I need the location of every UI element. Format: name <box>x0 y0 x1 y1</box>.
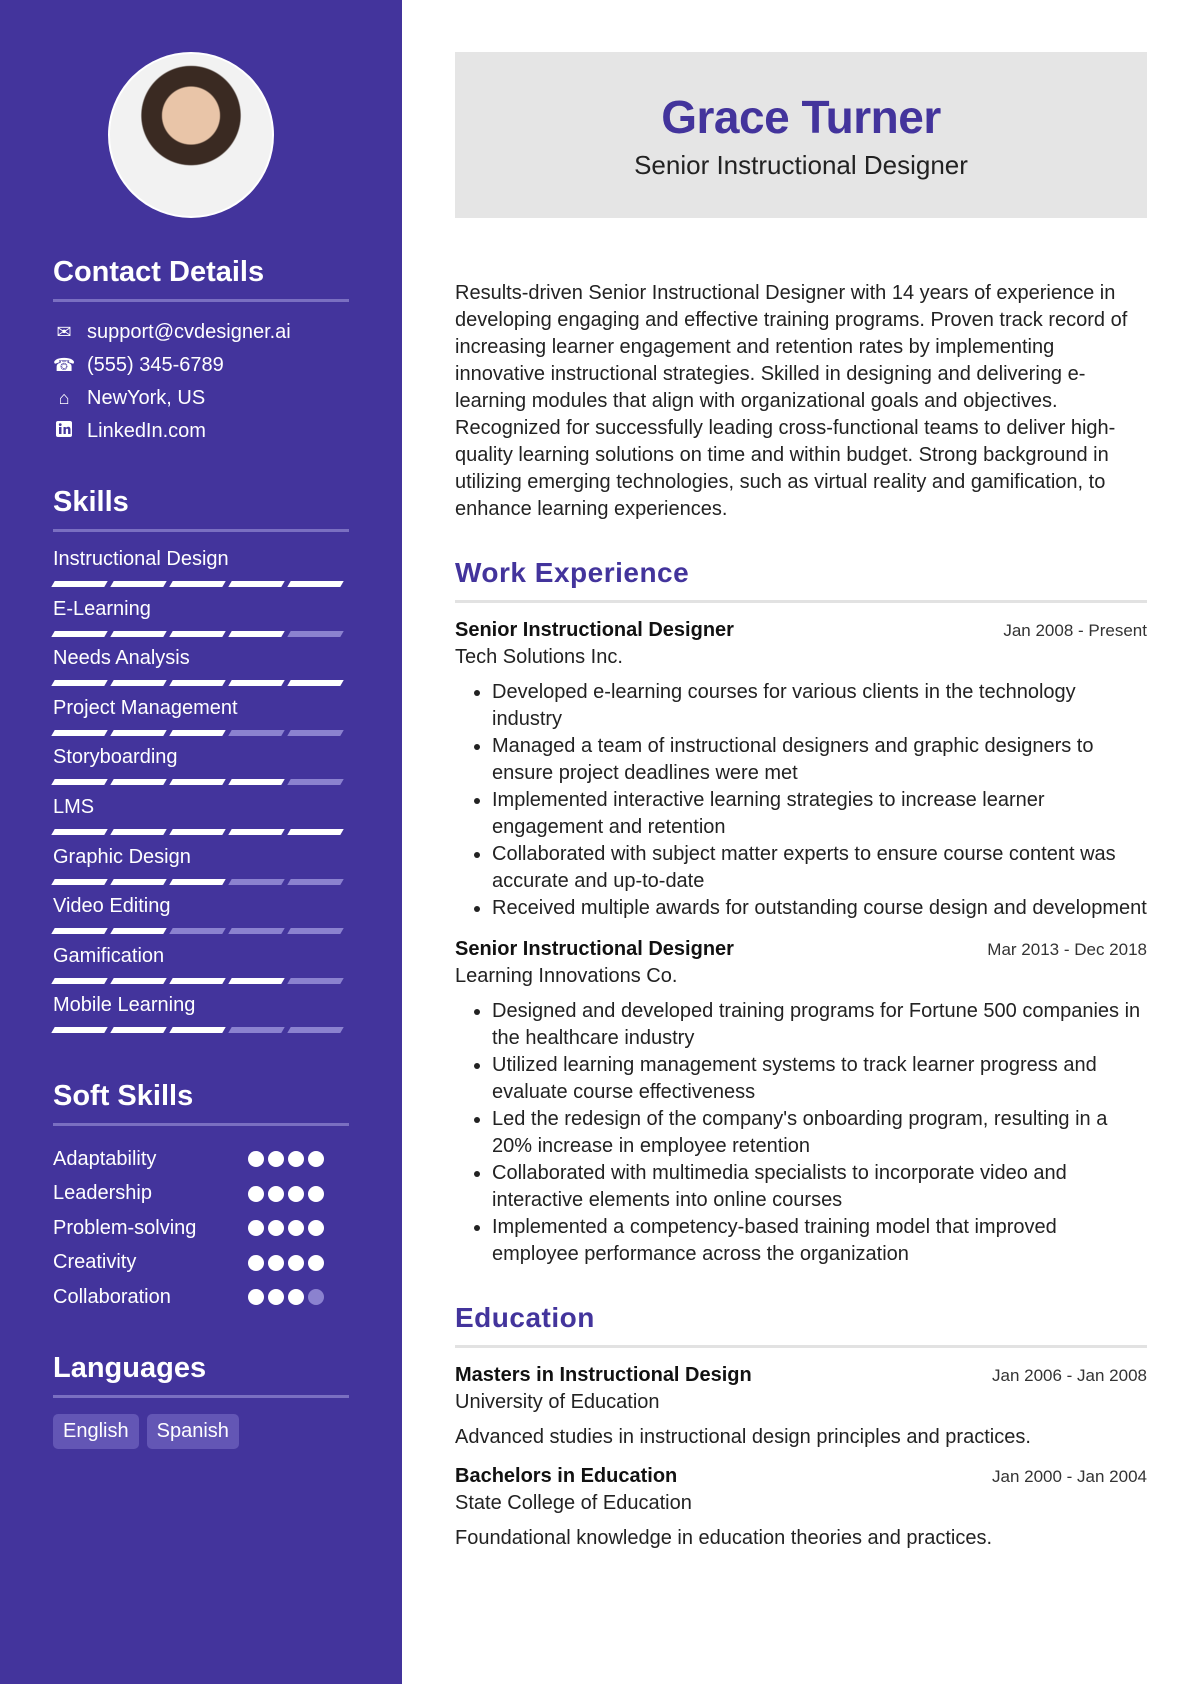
job-org: Tech Solutions Inc. <box>455 646 623 668</box>
job-dates: Jan 2008 - Present <box>1003 621 1147 640</box>
skill-level-segment <box>169 928 225 934</box>
skill-name: Graphic Design <box>53 845 191 868</box>
skill-item <box>53 992 349 1042</box>
avatar <box>108 52 274 218</box>
skill-item <box>53 596 349 646</box>
soft-skills-heading: Soft Skills <box>53 1042 349 1126</box>
skill-level-segment <box>287 730 343 736</box>
rating-dot <box>248 1220 264 1236</box>
rating-dot <box>308 1220 324 1236</box>
rating-dot <box>288 1255 304 1271</box>
skill-level-segment <box>51 879 107 885</box>
rating-dot <box>268 1151 284 1167</box>
skill-name: Gamification <box>53 944 165 967</box>
language-badge: English <box>53 1414 139 1449</box>
rating-dot <box>308 1289 324 1305</box>
skill-name: Needs Analysis <box>53 647 190 670</box>
skill-level-segment <box>169 581 225 587</box>
rating-dot <box>288 1186 304 1202</box>
rating-dot <box>248 1151 264 1167</box>
soft-skill-name: Leadership <box>53 1182 152 1205</box>
soft-skill-item <box>53 1280 349 1315</box>
job-dates: Mar 2013 - Dec 2018 <box>987 940 1147 959</box>
skill-level-segment <box>51 978 107 984</box>
rating-dot <box>288 1289 304 1305</box>
skill-level-segment <box>287 631 343 637</box>
skills-list <box>53 546 349 1042</box>
rating-dot <box>308 1151 324 1167</box>
skill-level-segment <box>169 1027 225 1033</box>
contact-list <box>53 316 349 448</box>
list-item: • Received multiple awards for outstanding course design and development <box>492 895 1147 922</box>
list-item: • Implemented a competency-based training model that improved employee performance across the organization <box>492 1214 1147 1268</box>
soft-skill-item <box>53 1245 349 1280</box>
education-dates: Jan 2006 - Jan 2008 <box>991 1366 1147 1385</box>
languages-list <box>53 1414 349 1449</box>
soft-skill-rating <box>248 1220 324 1236</box>
skill-level-segment <box>110 928 166 934</box>
rating-dot <box>268 1289 284 1305</box>
school: State College of Education <box>455 1492 692 1514</box>
skill-level-segment <box>110 829 166 835</box>
rating-dot <box>248 1289 264 1305</box>
soft-skill-item <box>53 1142 349 1177</box>
education-description: Advanced studies in instructional design principles and practices. <box>455 1426 1031 1448</box>
contact-phone[interactable] <box>53 349 349 382</box>
skill-item <box>53 546 349 596</box>
skill-level-segment <box>51 779 107 785</box>
skill-level-segment <box>169 978 225 984</box>
job-entry <box>455 938 1147 1268</box>
education-entry <box>455 1364 1147 1449</box>
candidate-name: Grace Turner <box>661 90 941 143</box>
main-content <box>402 0 1200 1684</box>
language-badge: Spanish <box>147 1414 239 1449</box>
skill-level-bar <box>53 779 349 785</box>
contact-linkedin[interactable] <box>53 415 349 448</box>
rating-dot <box>268 1186 284 1202</box>
soft-skill-item <box>53 1211 349 1246</box>
skill-level-segment <box>287 879 343 885</box>
experience-heading: Work Experience <box>455 557 1147 603</box>
skill-level-segment <box>169 779 225 785</box>
skill-level-segment <box>169 829 225 835</box>
skill-level-segment <box>110 581 166 587</box>
education-description: Foundational knowledge in education theories and practices. <box>455 1527 993 1549</box>
skill-level-segment <box>110 1027 166 1033</box>
education-entry <box>455 1465 1147 1550</box>
skill-level-segment <box>287 829 343 835</box>
skill-name: E-Learning <box>53 597 151 620</box>
skill-level-segment <box>51 928 107 934</box>
languages-heading: Languages <box>53 1314 349 1398</box>
contact-location-text: NewYork, US <box>87 387 206 409</box>
list-item: • Utilized learning management systems to track learner progress and evaluate course effectiveness <box>492 1052 1147 1106</box>
skill-level-segment <box>228 581 284 587</box>
candidate-title: Senior Instructional Designer <box>634 149 968 180</box>
rating-dot <box>268 1255 284 1271</box>
skill-level-segment <box>228 680 284 686</box>
contact-phone-text: (555) 345-6789 <box>87 354 224 376</box>
skill-item <box>53 695 349 745</box>
soft-skill-rating <box>248 1255 324 1271</box>
skill-level-segment <box>228 631 284 637</box>
skill-name: Video Editing <box>53 895 171 918</box>
skill-level-segment <box>287 779 343 785</box>
list-item: • Led the redesign of the company's onboarding program, resulting in a 20% increase in employee retention <box>492 1106 1147 1160</box>
rating-dot <box>288 1220 304 1236</box>
skills-heading: Skills <box>53 448 349 532</box>
soft-skill-item <box>53 1176 349 1211</box>
rating-dot <box>248 1255 264 1271</box>
skill-level-segment <box>228 879 284 885</box>
degree: Bachelors in Education <box>455 1465 678 1487</box>
envelope-icon: ✉ <box>56 322 72 342</box>
rating-dot <box>288 1151 304 1167</box>
contact-location <box>53 382 349 415</box>
linkedin-icon <box>53 420 75 443</box>
skill-name: Project Management <box>53 696 238 719</box>
education-dates: Jan 2000 - Jan 2004 <box>991 1467 1147 1486</box>
skill-level-segment <box>110 779 166 785</box>
soft-skill-name: Adaptability <box>53 1147 157 1170</box>
skill-item <box>53 794 349 844</box>
contact-heading: Contact Details <box>53 218 349 302</box>
skill-level-segment <box>228 829 284 835</box>
skill-level-segment <box>110 680 166 686</box>
skill-level-segment <box>287 928 343 934</box>
soft-skills-list <box>53 1142 349 1315</box>
rating-dot <box>308 1186 324 1202</box>
skill-level-bar <box>53 879 349 885</box>
rating-dot <box>248 1186 264 1202</box>
contact-linkedin-text: LinkedIn.com <box>87 420 206 442</box>
soft-skill-name: Creativity <box>53 1251 137 1274</box>
soft-skill-rating <box>248 1289 324 1305</box>
degree: Masters in Instructional Design <box>455 1364 752 1386</box>
skill-name: LMS <box>53 795 95 818</box>
sidebar <box>0 0 402 1684</box>
rating-dot <box>308 1255 324 1271</box>
skill-level-bar <box>53 680 349 686</box>
list-item: • Implemented interactive learning strategies to increase learner engagement and retention <box>492 787 1147 841</box>
skill-level-bar <box>53 581 349 587</box>
skill-level-segment <box>169 631 225 637</box>
skill-level-segment <box>287 1027 343 1033</box>
contact-email-text: support@cvdesigner.ai <box>87 321 291 343</box>
skill-level-segment <box>228 779 284 785</box>
skill-name: Mobile Learning <box>53 994 196 1017</box>
skill-level-segment <box>287 680 343 686</box>
skill-level-segment <box>51 730 107 736</box>
soft-skill-rating <box>248 1151 324 1167</box>
skill-level-segment <box>169 680 225 686</box>
job-role: Senior Instructional Designer <box>455 619 734 641</box>
job-entry <box>455 619 1147 922</box>
job-bullets <box>455 679 1147 922</box>
soft-skill-name: Problem-solving <box>53 1216 197 1239</box>
skill-item <box>53 943 349 993</box>
contact-email[interactable] <box>53 316 349 349</box>
skill-level-segment <box>228 730 284 736</box>
skill-item <box>53 844 349 894</box>
education-heading: Education <box>455 1302 1147 1348</box>
list-item: • Managed a team of instructional designers and graphic designers to ensure project deadlines were met <box>492 733 1147 787</box>
skill-name: Instructional Design <box>53 548 229 570</box>
list-item: • Collaborated with multimedia specialists to incorporate video and interactive elements into online courses <box>492 1160 1147 1214</box>
phone-icon: ☎ <box>53 355 76 375</box>
job-org: Learning Innovations Co. <box>455 965 678 987</box>
skill-item <box>53 645 349 695</box>
skill-level-segment <box>169 730 225 736</box>
list-item: • Designed and developed training programs for Fortune 500 companies in the healthcare industry <box>492 998 1147 1052</box>
skill-level-bar <box>53 928 349 934</box>
soft-skill-name: Collaboration <box>53 1285 171 1308</box>
soft-skill-rating <box>248 1186 324 1202</box>
header <box>455 52 1147 218</box>
job-role: Senior Instructional Designer <box>455 938 734 960</box>
summary: Results-driven Senior Instructional Designer with 14 years of experience in developing engaging and effective training programs. Proven track record of increasing learner engagement and retention rates by implementing innovative instructional strategies. Skilled in designing and delivering e-learning modules that align with organizational goals and objectives. Recognized for successfully leading cross-functional teams to deliver high-quality learning solutions on time and within budget. Strong background in utilizing emerging technologies, such as virtual reality and gamification, to enhance learning experiences. <box>455 282 1128 520</box>
skill-level-segment <box>51 1027 107 1033</box>
skill-level-segment <box>110 631 166 637</box>
skill-level-segment <box>169 879 225 885</box>
skill-level-bar <box>53 829 349 835</box>
list-item: • Developed e-learning courses for various clients in the technology industry <box>492 679 1147 733</box>
skill-level-segment <box>51 680 107 686</box>
skill-level-bar <box>53 730 349 736</box>
skill-level-bar <box>53 631 349 637</box>
skill-item <box>53 893 349 943</box>
skill-level-segment <box>110 730 166 736</box>
skill-level-bar <box>53 1027 349 1033</box>
home-icon: ⌂ <box>58 388 70 408</box>
job-bullets <box>455 998 1147 1268</box>
skill-level-segment <box>287 581 343 587</box>
skill-level-segment <box>287 978 343 984</box>
skill-level-segment <box>110 978 166 984</box>
skill-level-segment <box>228 928 284 934</box>
skill-level-segment <box>110 879 166 885</box>
skill-name: Storyboarding <box>53 746 178 769</box>
skill-level-segment <box>51 581 107 587</box>
list-item: • Collaborated with subject matter experts to ensure course content was accurate and up-to-date <box>492 841 1147 895</box>
skill-level-segment <box>51 829 107 835</box>
skill-level-segment <box>228 1027 284 1033</box>
skill-item <box>53 744 349 794</box>
rating-dot <box>268 1220 284 1236</box>
skill-level-bar <box>53 978 349 984</box>
school: University of Education <box>455 1391 660 1413</box>
skill-level-segment <box>51 631 107 637</box>
skill-level-segment <box>228 978 284 984</box>
